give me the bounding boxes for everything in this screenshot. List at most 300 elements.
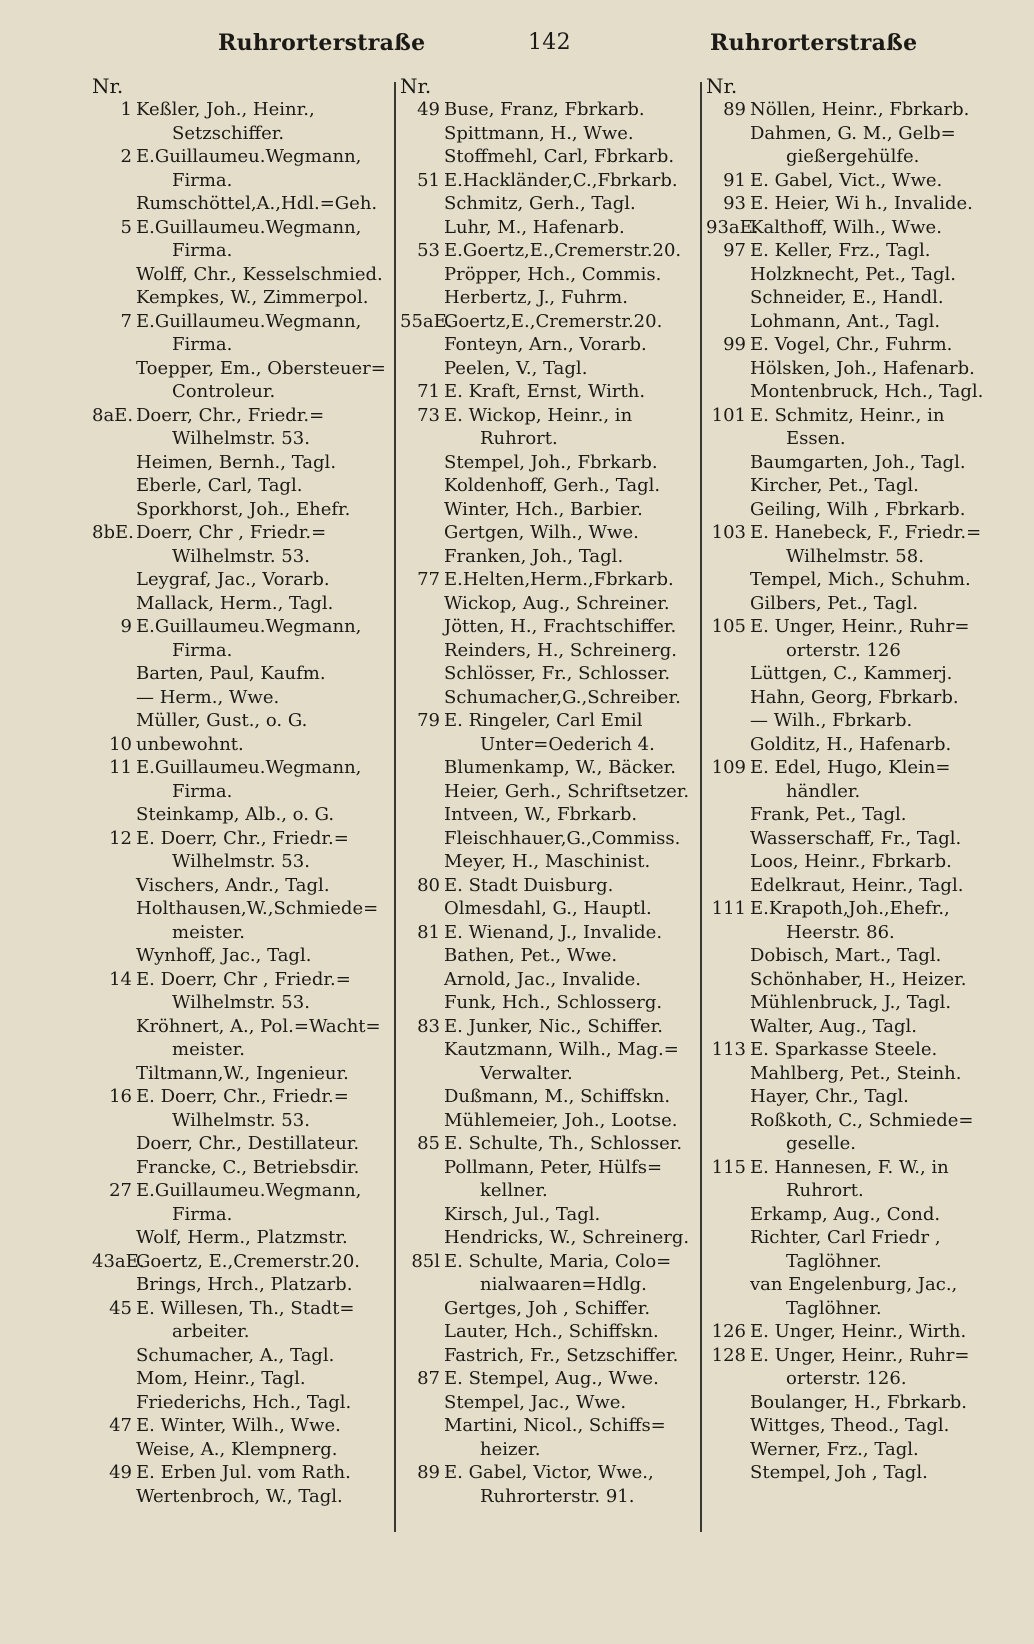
directory-entry [92,1062,392,1086]
house-number: 5 [120,216,132,238]
resident-text: Schumacher, A., Tagl. [136,1344,335,1366]
resident-text: Wertenbroch, W., Tagl. [136,1485,343,1507]
resident-text: Brings, Hrch., Platzarb. [136,1274,353,1295]
resident-text: Taglöhner. [786,1250,882,1272]
house-number: 85l [411,1250,440,1272]
house-number: 27 [109,1180,132,1201]
directory-entry [92,921,392,945]
house-number: 43aE. [92,1250,145,1272]
directory-entry [400,263,700,287]
resident-text: Holthausen,W.,Schmiede= [136,898,379,919]
resident-text: Mühlemeier, Joh., Lootse. [444,1109,678,1131]
resident-text: Olmesdahl, G., Hauptl. [444,898,652,919]
resident-text: Barten, Paul, Kaufm. [136,663,326,684]
resident-text: Doerr, Chr., Destillateur. [136,1133,360,1154]
house-number: 83 [417,1015,440,1037]
resident-text: Tempel, Mich., Schuhm. [750,569,971,590]
directory-entry [706,216,1006,240]
resident-text: E.Guillaumeu.Wegmann, [136,216,362,238]
directory-entry [92,968,392,992]
directory-entry [92,1461,392,1485]
house-number: 12 [109,827,132,849]
directory-entry [400,357,700,381]
resident-text: Kempkes, W., Zimmerpol. [136,287,369,308]
directory-entry [400,1132,700,1156]
resident-text: Dahmen, G. M., Gelb= [750,122,956,144]
resident-text: Heier, Gerh., Schriftsetzer. [444,780,690,802]
house-number: 79 [417,710,440,731]
resident-text: arbeiter. [172,1321,250,1342]
house-number: 11 [109,757,132,778]
directory-entry [92,592,392,616]
house-number: 105 [711,616,746,637]
directory-entry [706,404,1006,428]
house-number: 97 [723,240,746,261]
house-number: 93 [723,193,746,214]
resident-text: Wolff, Chr., Kesselschmied. [136,263,383,285]
house-number: 87 [417,1368,440,1389]
house-number: 77 [417,569,440,590]
resident-text: Wilhelmstr. 53. [172,545,310,567]
house-number: 93aE. [706,216,759,238]
resident-text: Funk, Hch., Schlosserg. [444,992,663,1013]
directory-entry [400,1461,700,1485]
resident-text: Geiling, Wilh , Fbrkarb. [750,498,966,520]
directory-entry [92,1226,392,1250]
resident-text: E. Winter, Wilh., Wwe. [136,1415,341,1436]
resident-text: Blumenkamp, W., Bäcker. [444,757,677,778]
running-header-right: Ruhrorterstraße [710,30,918,56]
resident-text: Edelkraut, Heinr., Tagl. [750,874,964,896]
resident-text: Werner, Frz., Tagl. [750,1438,919,1460]
house-number: 7 [120,310,132,332]
resident-text: Goertz,E.,Cremerstr.20. [444,310,663,332]
resident-text: unbewohnt. [136,733,244,755]
directory-entry [92,427,392,451]
resident-text: E. Unger, Heinr., Wirth. [750,1321,967,1342]
house-number: 128 [711,1344,746,1366]
directory-entry [92,639,392,663]
resident-text: E. Heier, Wi h., Invalide. [750,193,973,214]
directory-entry [92,216,392,240]
resident-text: E. Hanebeck, F., Friedr.= [750,522,982,543]
resident-text: Verwalter. [480,1062,573,1084]
directory-entry [92,380,392,404]
directory-entry [706,1297,1006,1321]
directory-entry [706,1179,1006,1203]
column-divider [700,82,702,1532]
resident-text: Hölsken, Joh., Hafenarb. [750,357,975,379]
directory-entry [706,286,1006,310]
resident-text: Pröpper, Hch., Commis. [444,263,662,285]
directory-entry [92,498,392,522]
running-header-left: Ruhrorterstraße [218,30,426,56]
resident-text: E. Stempel, Aug., Wwe. [444,1368,659,1389]
resident-text: Nöllen, Heinr., Fbrkarb. [750,99,970,120]
directory-entry [400,850,700,874]
resident-text: E. Unger, Heinr., Ruhr= [750,1344,970,1366]
directory-entry [400,1438,700,1462]
directory-entry [400,944,700,968]
resident-text: Meyer, H., Maschinist. [444,851,651,872]
resident-text: gießergehülfe. [786,146,920,167]
resident-text: Stempel, Joh., Fbrkarb. [444,451,658,473]
directory-entry [92,991,392,1015]
directory-entry [400,310,700,334]
directory-entry [706,192,1006,216]
resident-text: Goertz, E.,Cremerstr.20. [136,1250,361,1272]
directory-entry [706,592,1006,616]
house-number: 51 [417,169,440,191]
directory-entry [706,1109,1006,1133]
house-number: 14 [109,968,132,990]
house-number: 81 [417,921,440,943]
resident-text: Bathen, Pet., Wwe. [444,945,618,966]
directory-entry [706,874,1006,898]
resident-text: Winter, Hch., Barbier. [444,498,643,520]
directory-entry [706,921,1006,945]
resident-text: Firma. [172,780,233,802]
directory-entry [400,192,700,216]
resident-text: Steinkamp, Alb., o. G. [136,804,335,825]
resident-text: Herbertz, J., Fuhrm. [444,287,628,308]
directory-entry [400,874,700,898]
directory-entry [92,474,392,498]
resident-text: nialwaaren=Hdlg. [480,1274,647,1295]
house-number: 103 [711,522,746,543]
resident-text: Koldenhoff, Gerh., Tagl. [444,475,661,496]
directory-entry [706,897,1006,921]
resident-text: E. Hannesen, F. W., in [750,1156,949,1178]
directory-entry [706,145,1006,169]
resident-text: E. Wienand, J., Invalide. [444,921,663,943]
resident-text: Boulanger, H., Fbrkarb. [750,1391,967,1413]
column-divider [394,82,396,1532]
house-number: 91 [723,169,746,191]
directory-entry [400,216,700,240]
directory-entry [400,380,700,404]
directory-entry [400,1038,700,1062]
resident-text: Dobisch, Mart., Tagl. [750,945,942,966]
resident-text: Ruhrorterstr. 91. [480,1485,635,1507]
resident-text: E.Guillaumeu.Wegmann, [136,146,362,167]
resident-text: Doerr, Chr., Friedr.= [136,404,325,426]
directory-entry [706,1250,1006,1274]
resident-text: Stoffmehl, Carl, Fbrkarb. [444,146,675,167]
directory-entry [400,756,700,780]
directory-entry [400,1109,700,1133]
directory-entry [706,474,1006,498]
directory-entry [400,451,700,475]
directory-entry [92,192,392,216]
resident-text: Müller, Gust., o. G. [136,710,308,731]
resident-text: Dußmann, M., Schiffskn. [444,1086,671,1107]
resident-text: heizer. [480,1438,541,1460]
house-number: 10 [109,733,132,755]
resident-text: Lüttgen, C., Kammerj. [750,663,953,684]
resident-text: Leygraf, Jac., Vorarb. [136,569,330,590]
resident-text: Lauter, Hch., Schiffskn. [444,1321,659,1342]
directory-entry [92,780,392,804]
directory-entry [706,122,1006,146]
directory-entry [706,780,1006,804]
directory-entry [400,615,700,639]
directory-entry [92,169,392,193]
directory-entry [706,1367,1006,1391]
resident-text: Hendricks, W., Schreinerg. [444,1227,690,1248]
directory-entry [400,286,700,310]
resident-text: Essen. [786,428,846,449]
directory-entry [706,1085,1006,1109]
directory-entry [400,1320,700,1344]
resident-text: E. Erben Jul. vom Rath. [136,1462,351,1483]
resident-text: Stempel, Jac., Wwe. [444,1391,627,1413]
resident-text: geselle. [786,1133,856,1154]
directory-entry [92,1344,392,1368]
resident-text: Lohmann, Ant., Tagl. [750,310,941,332]
directory-entry [92,286,392,310]
resident-text: Golditz, H., Hafenarb. [750,733,952,755]
directory-entry [92,1438,392,1462]
directory-entry [706,1320,1006,1344]
directory-entry [706,733,1006,757]
directory-entry [706,803,1006,827]
house-number: 8aE. [92,404,134,426]
directory-entry [400,686,700,710]
directory-entry [92,98,392,122]
directory-entry [92,1367,392,1391]
resident-text: Setzschiffer. [172,122,285,144]
directory-entry [92,827,392,851]
house-number: 126 [711,1321,746,1342]
resident-text: orterstr. 126 [786,639,901,661]
directory-entry [706,1132,1006,1156]
directory-entry [706,1062,1006,1086]
resident-text: Kröhnert, A., Pol.=Wacht= [136,1015,381,1037]
directory-entry [400,1344,700,1368]
resident-text: Mallack, Herm., Tagl. [136,592,334,614]
resident-text: Rumschöttel,A.,Hdl.=Geh. [136,193,378,214]
directory-entry [92,568,392,592]
directory-entry [400,639,700,663]
directory-entry [400,827,700,851]
directory-entry [400,1485,700,1509]
directory-entry [400,897,700,921]
resident-text: Unter=Oederich 4. [480,733,655,755]
page-number: 142 [528,30,571,55]
directory-entry [400,1391,700,1415]
directory-entry [92,1320,392,1344]
resident-text: Reinders, H., Schreinerg. [444,639,677,661]
house-number: 8bE. [92,522,134,543]
resident-text: E. Gabel, Vict., Wwe. [750,169,943,191]
resident-text: Baumgarten, Joh., Tagl. [750,451,966,473]
resident-text: Doerr, Chr , Friedr.= [136,522,327,543]
directory-entry [92,709,392,733]
resident-text: E.Guillaumeu.Wegmann, [136,616,362,637]
directory-entry [400,98,700,122]
resident-text: E. Schulte, Th., Schlosser. [444,1133,683,1154]
directory-entry [400,1250,700,1274]
house-number: 111 [711,898,746,919]
resident-text: E. Edel, Hugo, Klein= [750,757,951,778]
resident-text: Wasserschaff, Fr., Tagl. [750,827,962,849]
directory-entry [706,756,1006,780]
resident-text: Kalthoff, Wilh., Wwe. [750,216,942,238]
resident-text: Eberle, Carl, Tagl. [136,475,303,496]
resident-text: Richter, Carl Friedr , [750,1227,941,1248]
resident-text: E. Ringeler, Carl Emil [444,710,643,731]
resident-text: Kircher, Pet., Tagl. [750,475,919,496]
directory-entry [706,521,1006,545]
resident-text: Schneider, E., Handl. [750,287,944,308]
directory-entry [92,756,392,780]
resident-text: E. Schmitz, Heinr., in [750,404,945,426]
directory-entry [706,944,1006,968]
resident-text: Peelen, V., Tagl. [444,357,588,379]
house-number: 53 [417,240,440,261]
resident-text: Wolf, Herm., Platzmstr. [136,1227,348,1248]
directory-entry [400,733,700,757]
house-number: 89 [723,99,746,120]
directory-entry [92,1132,392,1156]
directory-entry [92,1414,392,1438]
directory-entry [92,1250,392,1274]
resident-text: Mom, Heinr., Tagl. [136,1368,306,1389]
resident-text: Mühlenbruck, J., Tagl. [750,992,952,1013]
directory-entry [92,404,392,428]
directory-entry [400,568,700,592]
resident-text: Taglöhner. [786,1297,882,1319]
resident-text: E. Willesen, Th., Stadt= [136,1297,355,1319]
directory-entry [92,357,392,381]
directory-entry [400,1085,700,1109]
directory-entry [706,568,1006,592]
directory-entry [92,850,392,874]
resident-text: Tiltmann,W., Ingenieur. [136,1062,349,1084]
resident-text: orterstr. 126. [786,1368,907,1389]
directory-entry [706,850,1006,874]
resident-text: Vischers, Andr., Tagl. [136,874,330,896]
resident-text: Hahn, Georg, Fbrkarb. [750,686,959,708]
directory-entry [706,709,1006,733]
directory-entry [92,545,392,569]
resident-text: Gertges, Joh , Schiffer. [444,1297,651,1319]
resident-text: E.Helten,Herm.,Fbrkarb. [444,569,674,590]
resident-text: Heerstr. 86. [786,921,895,943]
resident-text: Firma. [172,334,233,355]
directory-entry [400,239,700,263]
resident-text: kellner. [480,1180,548,1201]
resident-text: Francke, C., Betriebsdir. [136,1156,360,1178]
resident-text: E. Doerr, Chr , Friedr.= [136,968,351,990]
resident-text: Luhr, M., Hafenarb. [444,216,625,238]
directory-entry [706,991,1006,1015]
directory-entry [400,709,700,733]
directory-entry [400,1156,700,1180]
resident-text: Wickop, Aug., Schreiner. [444,592,670,614]
directory-entry [92,239,392,263]
directory-entry [400,427,700,451]
resident-text: Franken, Joh., Tagl. [444,545,624,567]
house-number: 101 [711,404,746,426]
resident-text: E. Keller, Frz., Tagl. [750,240,931,261]
directory-entry [706,333,1006,357]
resident-text: Mahlberg, Pet., Steinh. [750,1062,962,1084]
house-number: 49 [109,1462,132,1483]
directory-entry [92,944,392,968]
directory-entry [400,780,700,804]
resident-text: Loos, Heinr., Fbrkarb. [750,851,952,872]
column-1 [92,74,392,1508]
directory-entry [706,98,1006,122]
directory-entry [706,1414,1006,1438]
resident-text: Firma. [172,169,233,191]
directory-entry [92,1085,392,1109]
house-number: 80 [417,874,440,896]
directory-entry [706,1391,1006,1415]
resident-text: Kirsch, Jul., Tagl. [444,1203,601,1225]
directory-entry [706,615,1006,639]
directory-entry [706,545,1006,569]
resident-text: Spittmann, H., Wwe. [444,122,634,144]
house-number: 115 [711,1156,746,1178]
directory-entry [92,1203,392,1227]
resident-text: E.Krapoth,Joh.,Ehefr., [750,898,950,919]
directory-entry [706,639,1006,663]
resident-text: Holzknecht, Pet., Tagl. [750,263,956,285]
directory-entry [706,1273,1006,1297]
resident-text: Keßler, Joh., Heinr., [136,99,315,120]
directory-entry [92,451,392,475]
resident-text: Ruhrort. [786,1180,864,1201]
house-number: 99 [723,334,746,355]
directory-entry [400,1062,700,1086]
column-nr-label: Nr. [706,74,738,98]
resident-text: E.Guillaumeu.Wegmann, [136,757,362,778]
resident-text: E. Wickop, Heinr., in [444,404,633,426]
directory-entry [92,521,392,545]
directory-entry [706,1156,1006,1180]
resident-text: Friederichs, Hch., Tagl. [136,1391,352,1413]
directory-entry [706,968,1006,992]
resident-text: Walter, Aug., Tagl. [750,1015,918,1037]
resident-text: Firma. [172,1203,233,1225]
directory-entry [92,733,392,757]
directory-entry [400,545,700,569]
house-number: 109 [711,757,746,778]
directory-entry [400,333,700,357]
resident-text: van Engelenburg, Jac., [750,1274,958,1295]
directory-entry [400,474,700,498]
column-nr-label: Nr. [92,74,124,98]
directory-entry [706,427,1006,451]
directory-entry [92,803,392,827]
directory-entry [706,239,1006,263]
directory-entry [92,615,392,639]
resident-text: Gilbers, Pet., Tagl. [750,592,919,614]
directory-entry [706,1015,1006,1039]
resident-text: Kautzmann, Wilh., Mag.= [444,1039,679,1060]
resident-text: E.Guillaumeu.Wegmann, [136,310,362,332]
resident-text: Schumacher,G.,Schreiber. [444,686,681,708]
directory-entry [706,1461,1006,1485]
resident-text: Fonteyn, Arn., Vorarb. [444,334,647,355]
directory-entry [706,380,1006,404]
resident-text: Wilhelmstr. 53. [172,1109,310,1131]
resident-text: Fastrich, Fr., Setzschiffer. [444,1344,679,1366]
directory-entry [92,1485,392,1509]
